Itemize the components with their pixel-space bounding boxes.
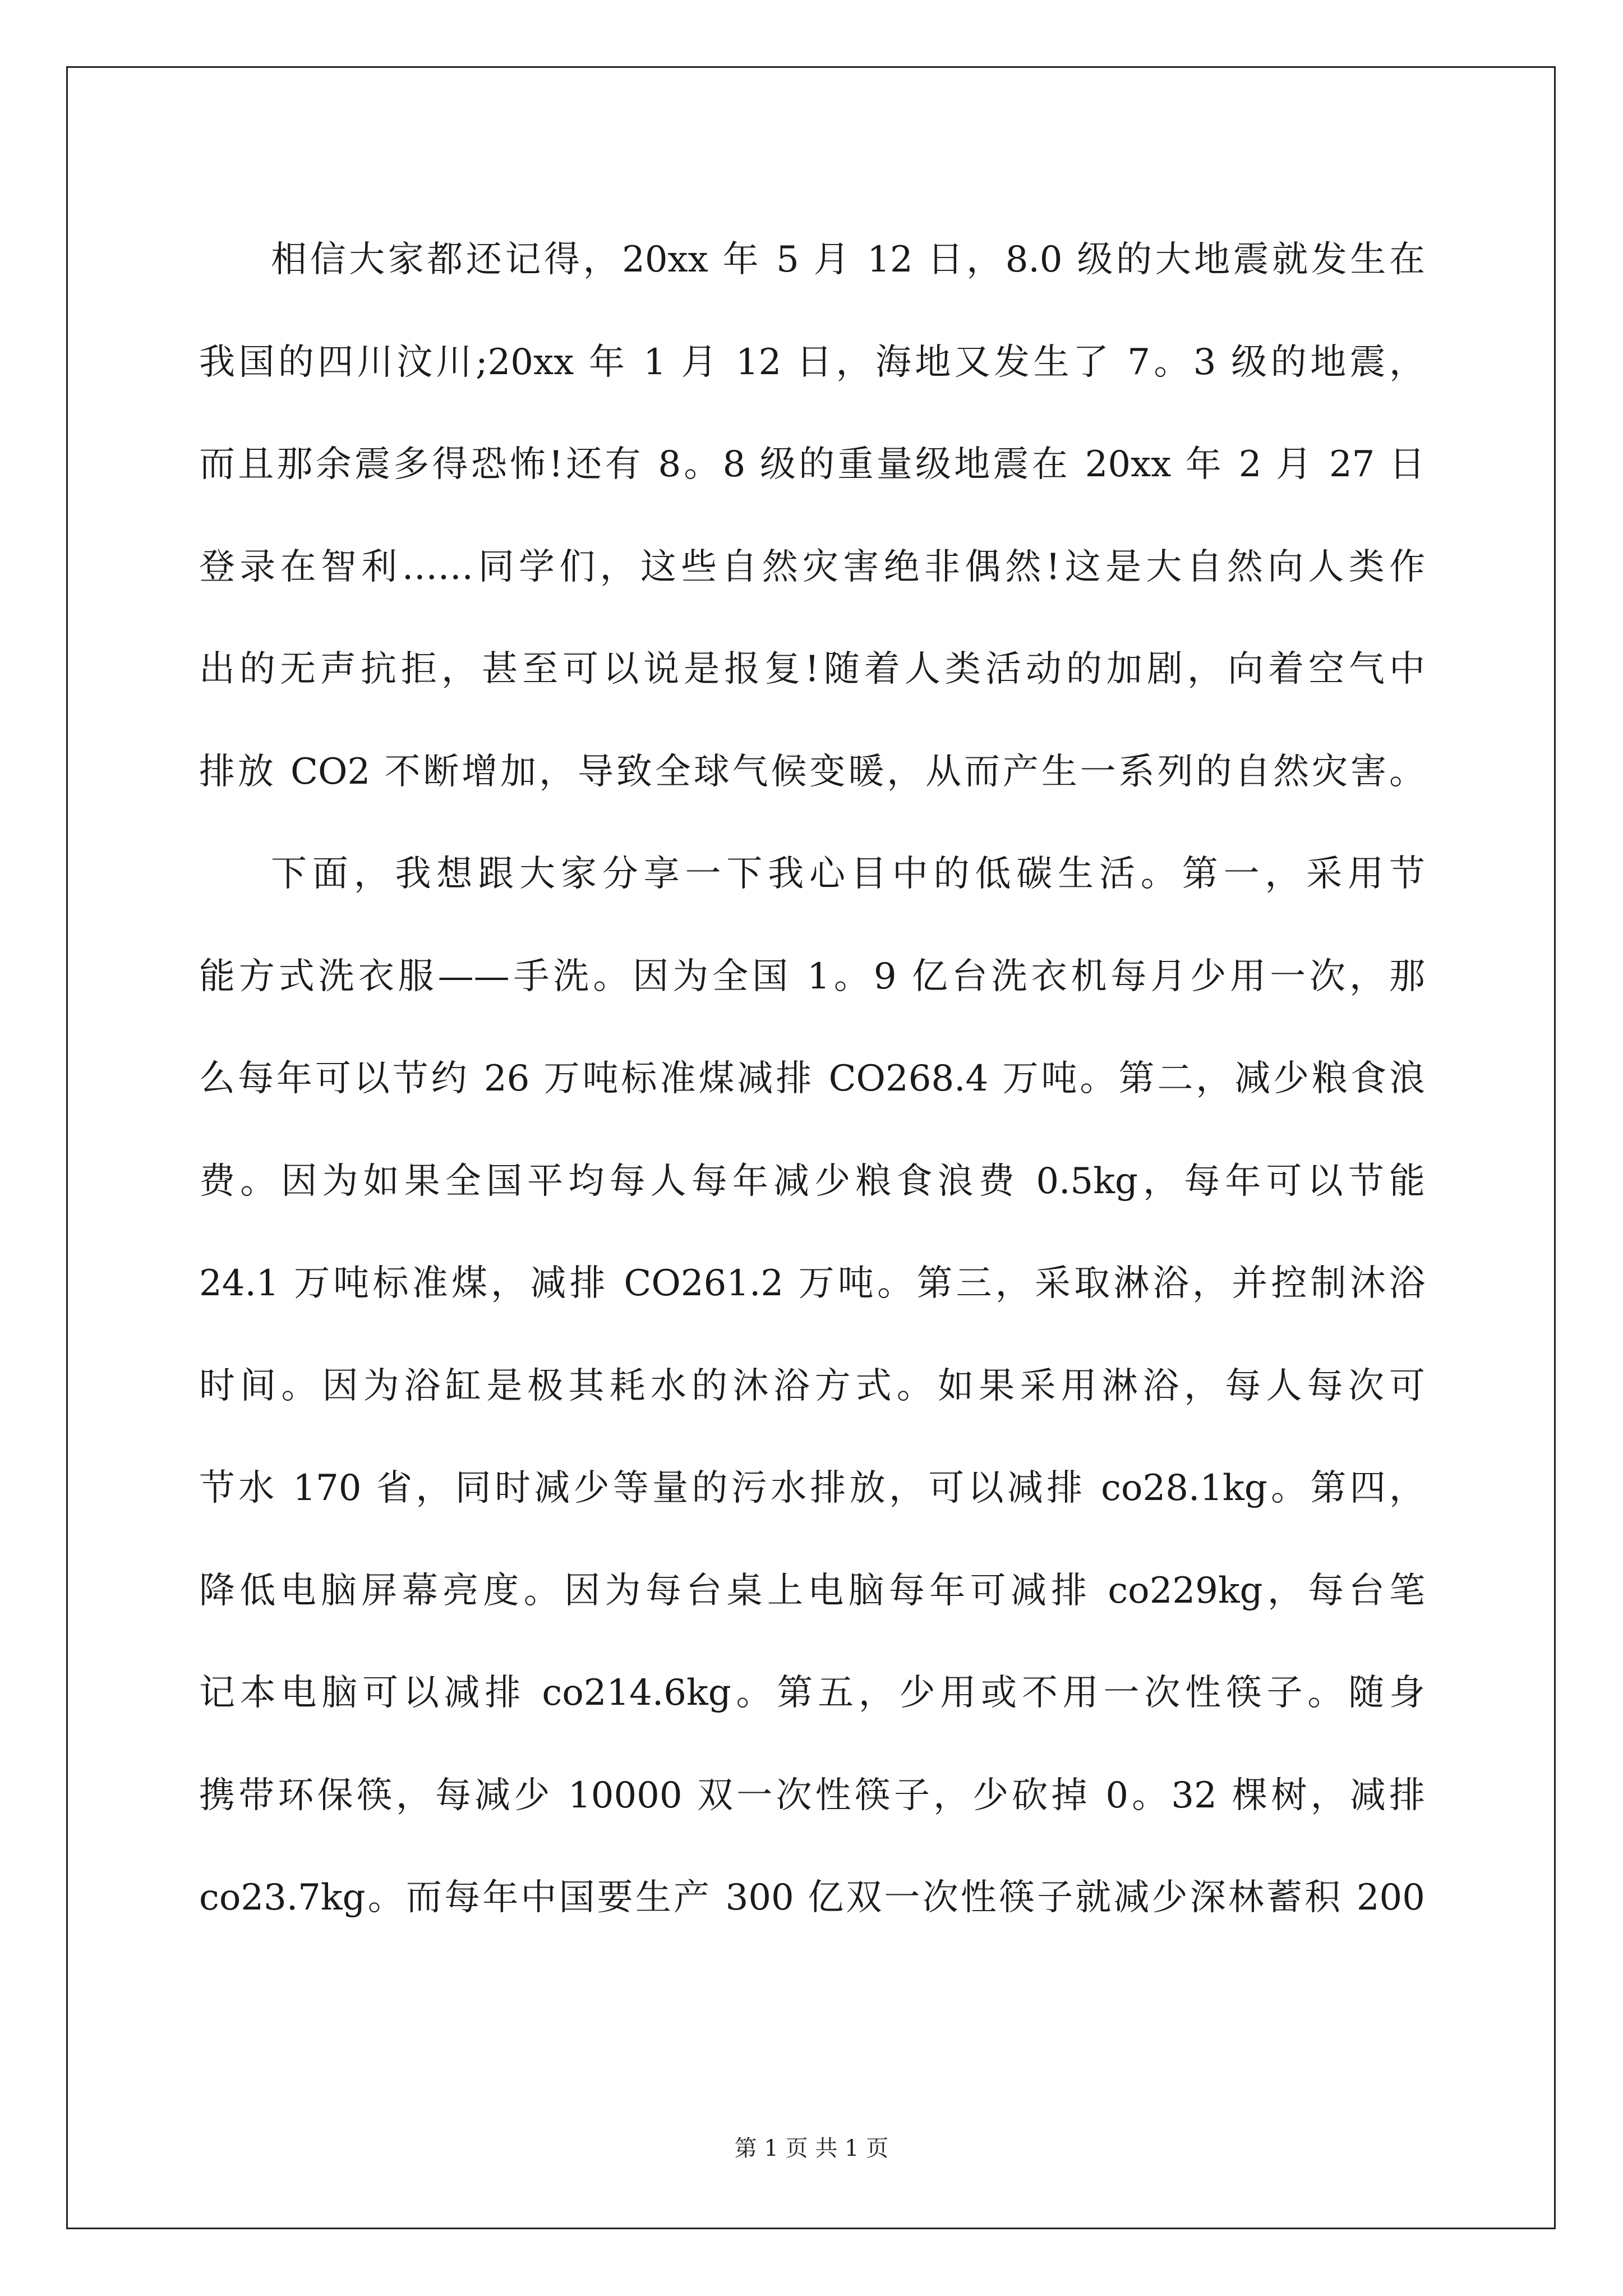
text-line: 排放 CO2 不断增加，导致全球气候变暖，从而产生一系列的自然灾害。 — [199, 751, 1425, 793]
document-body — [199, 209, 1425, 1949]
text-line: 能方式洗衣服——手洗。因为全国 1。9 亿台洗衣机每月少用一次，那 — [199, 955, 1425, 997]
text-line: 么每年可以节约 26 万吨标准煤减排 CO268.4 万吨。第二，减少粮食浪 — [199, 1058, 1425, 1099]
text-line: 下面，我想跟大家分享一下我心目中的低碳生活。第一，采用节 — [271, 853, 1425, 895]
text-line: 降低电脑屏幕亮度。因为每台桌上电脑每年可减排 co229kg，每台笔 — [199, 1570, 1425, 1612]
paragraph-2 — [199, 823, 1425, 1949]
text-line: 携带环保筷，每减少 10000 双一次性筷子，少砍掉 0。32 棵树，减排 — [199, 1774, 1425, 1816]
page-footer: 第 1 页 共 1 页 — [734, 2136, 889, 2161]
text-line: 我国的四川汶川;20xx 年 1 月 12 日，海地又发生了 7。3 级的地震， — [199, 341, 1425, 383]
text-line: co23.7kg。而每年中国要生产 300 亿双一次性筷子就减少深林蓄积 200 — [199, 1877, 1425, 1918]
text-line: 登录在智利……同学们，这些自然灾害绝非偶然!这是大自然向人类作 — [199, 546, 1425, 588]
text-line: 出的无声抗拒，甚至可以说是报复!随着人类活动的加剧，向着空气中 — [199, 648, 1425, 690]
paragraph-1 — [199, 209, 1425, 823]
text-line: 节水 170 省，同时减少等量的污水排放，可以减排 co28.1kg。第四， — [199, 1467, 1425, 1509]
text-line: 记本电脑可以减排 co214.6kg。第五，少用或不用一次性筷子。随身 — [199, 1672, 1425, 1714]
text-line: 时间。因为浴缸是极其耗水的沐浴方式。如果采用淋浴，每人每次可 — [199, 1365, 1425, 1407]
text-line: 24.1 万吨标准煤，减排 CO261.2 万吨。第三，采取淋浴，并控制沐浴 — [199, 1263, 1425, 1304]
text-line: 费。因为如果全国平均每人每年减少粮食浪费 0.5kg，每年可以节能 — [199, 1160, 1425, 1202]
text-line: 相信大家都还记得，20xx 年 5 月 12 日，8.0 级的大地震就发生在 — [271, 239, 1425, 280]
text-line: 而且那余震多得恐怖!还有 8。8 级的重量级地震在 20xx 年 2 月 27 日 — [199, 444, 1425, 485]
